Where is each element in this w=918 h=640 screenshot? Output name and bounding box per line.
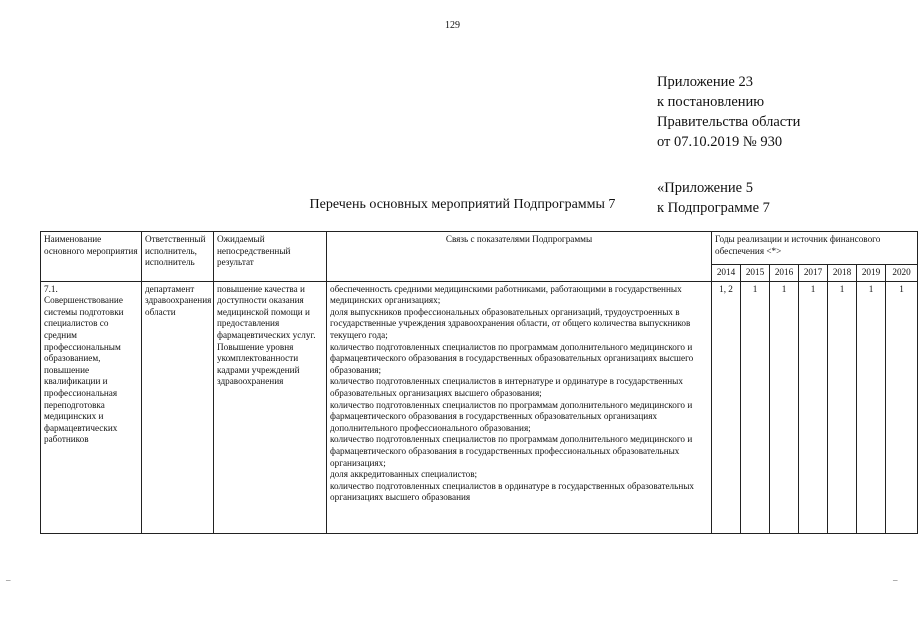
year-header: 2016 [770,265,799,282]
link-item: доля аккредитованных специалистов; [330,469,478,480]
year-value: 1 [741,281,770,533]
year-value: 1 [828,281,857,533]
measure-name: 7.1. Совершенствование системы подготовки специалистов со средним профессиональным образованием, повышение квалификации и профессиональная переподготовка медицинских и фармацевтических работников [41,281,142,533]
scan-edge-mark: – [6,575,11,585]
measure-expected: повышение качества и доступности оказания медицинской помощи и предоставления фармацевтических услуг. Повышение уровня укомплектованности кадрами учреждений здравоохранения [214,281,327,533]
link-item: обеспеченность средними медицинскими работниками, работающими в государственных медицинских организациях; [330,283,682,306]
year-header: 2019 [857,265,886,282]
appendix-line: Правительства области [657,114,801,130]
appendix-subline: к Подпрограмме 7 [657,200,770,216]
link-item: количество подготовленных специалистов по программам дополнительного медицинского и фармацевтического образования в государственных профессиональных образовательных организациях; [330,434,693,468]
header-years-source: Годы реализации и источник финансового обеспечения <*> [712,232,918,265]
table-header-row [41,232,918,265]
link-item: количество подготовленных специалистов в интернатуре и ординатуре в государственных образовательных организациях высшего образования; [330,376,683,398]
measures-table [40,231,918,534]
year-value: 1 [799,281,828,533]
year-value: 1 [770,281,799,533]
year-header: 2017 [799,265,828,282]
document-title: Перечень основных мероприятий Подпрограммы 7 [309,197,616,212]
measure-responsible: департамент здравоохранения области [142,281,214,533]
year-value: 1, 2 [712,281,741,533]
measure-links [327,281,712,533]
year-header: 2018 [828,265,857,282]
appendix-line: от 07.10.2019 № 930 [657,134,783,150]
year-header: 2020 [886,265,918,282]
header-expected: Ожидаемый непосредственный результат [214,232,327,282]
year-header: 2014 [712,265,741,282]
header-name: Наименование основного мероприятия [41,232,142,282]
appendix-line: к постановлению [657,94,765,110]
link-item: количество подготовленных специалистов по программам дополнительного медицинского и фармацевтического образования в государственных образовательных организациях дополнительного профессионального образования; [330,399,693,433]
scan-edge-mark: – [893,575,898,585]
link-item: доля выпускников профессиональных образовательных организаций, трудоустроенных в государственные учреждения здравоохранения области, от общего количества выпускников текущего года; [330,306,691,340]
year-value: 1 [886,281,918,533]
link-item: количество подготовленных специалистов по программам дополнительного медицинского и фармацевтического образования в государственных образовательных организациях высшего образования; [330,341,694,375]
link-item: количество подготовленных специалистов в ординатуре в государственных образовательных организациях высшего образования [330,480,695,503]
header-responsible: Ответственный исполнитель, исполнитель [142,232,214,282]
table-row [41,281,918,533]
year-value: 1 [857,281,886,533]
header-link: Связь с показателями Подпрограммы [327,232,712,282]
page-number: 129 [445,20,460,31]
year-header: 2015 [741,265,770,282]
appendix-line: Приложение 23 [657,74,753,90]
appendix-subline: «Приложение 5 [657,180,753,196]
